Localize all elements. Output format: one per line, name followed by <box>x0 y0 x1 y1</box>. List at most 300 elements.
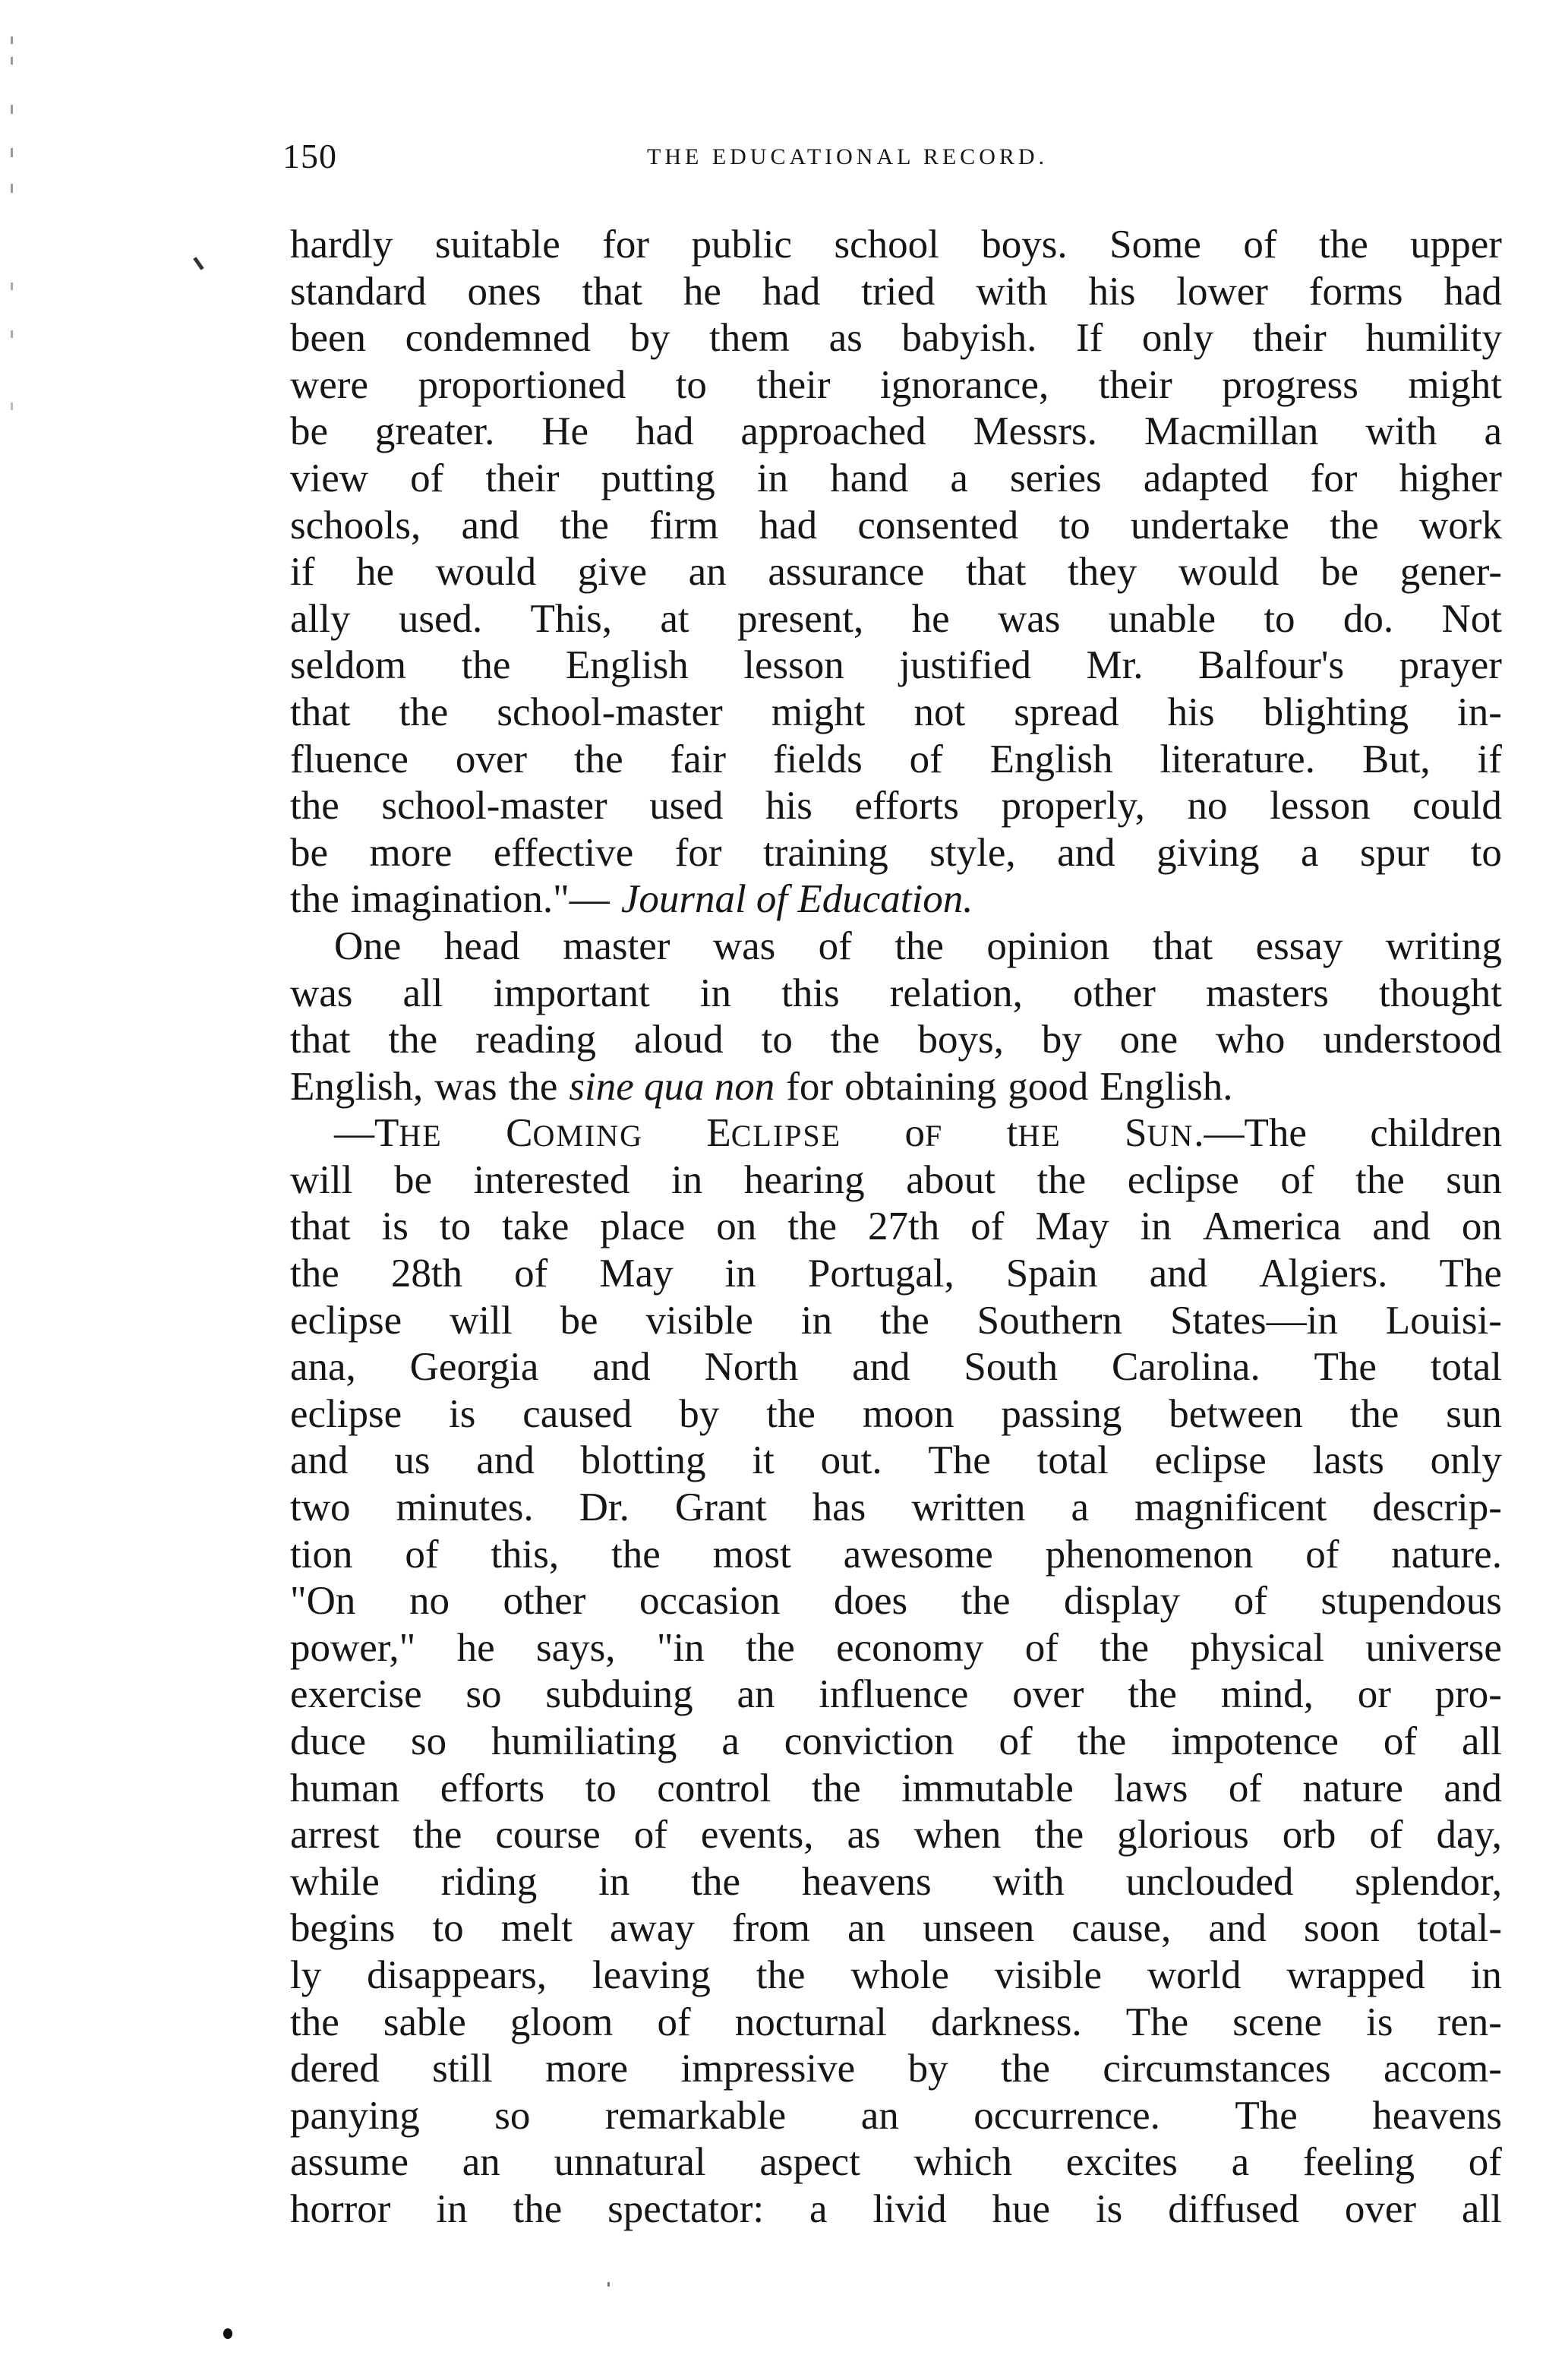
word: the <box>691 1859 741 1904</box>
text-line <box>290 503 1502 550</box>
margin-speck <box>11 105 13 114</box>
word: Macmillan <box>1144 409 1319 454</box>
word: States—in <box>1170 1298 1338 1343</box>
word: of <box>405 1532 439 1577</box>
word: on <box>1461 1204 1502 1249</box>
word: present, <box>737 596 864 641</box>
word: the <box>756 1952 806 1997</box>
word: so <box>410 1719 447 1763</box>
word: while <box>290 1859 380 1904</box>
word: South <box>964 1345 1059 1390</box>
word: English <box>565 643 689 688</box>
word: Louisi- <box>1385 1298 1502 1343</box>
word: ally <box>290 596 351 641</box>
word: his <box>765 784 812 829</box>
word: human <box>290 1766 400 1810</box>
word: the <box>508 1064 558 1109</box>
word: the <box>290 784 339 829</box>
word: May <box>1035 1204 1109 1249</box>
word: and <box>1372 1204 1431 1249</box>
word: lower <box>1176 269 1268 314</box>
word: But, <box>1361 737 1431 781</box>
word: stupendous <box>1320 1579 1502 1624</box>
text-line <box>290 1298 1502 1345</box>
word: unseen <box>923 1906 1035 1951</box>
word: children <box>1370 1111 1502 1156</box>
word: of <box>1243 223 1277 267</box>
word: 27th <box>868 1204 940 1249</box>
word: by <box>1041 1018 1082 1062</box>
word: seldom <box>290 643 407 688</box>
word: an <box>462 2140 500 2185</box>
word: exercise <box>290 1672 422 1717</box>
text-line <box>290 1812 1502 1859</box>
word: The <box>1125 2000 1189 2044</box>
word: this <box>781 971 840 1015</box>
word: undertake <box>1130 503 1289 548</box>
word: humility <box>1365 316 1502 361</box>
word: The <box>1314 1345 1377 1390</box>
word: descrip- <box>1372 1485 1502 1530</box>
word: school-master <box>497 690 723 734</box>
text-line <box>290 737 1502 784</box>
word: effective <box>493 830 634 875</box>
journal-title: THE EDUCATIONAL RECORD. <box>647 144 1049 169</box>
word: adapted <box>1143 456 1269 500</box>
word: tried <box>861 269 936 314</box>
word: masters <box>1206 971 1329 1015</box>
text-line <box>290 1344 1502 1391</box>
word: darkness. <box>930 2000 1082 2044</box>
margin-speck <box>11 283 13 290</box>
word: of <box>999 1719 1033 1763</box>
word: important <box>493 971 650 1015</box>
word: in <box>1140 1204 1172 1249</box>
word: lasts <box>1312 1438 1384 1483</box>
word: tion <box>290 1532 353 1577</box>
word: standard <box>290 269 427 314</box>
word: his <box>1088 269 1136 314</box>
word: the <box>1355 1157 1405 1202</box>
word: a <box>809 2186 828 2231</box>
text-line <box>290 269 1502 316</box>
word: he <box>356 550 395 595</box>
text-line <box>290 1719 1502 1766</box>
word: the <box>573 737 623 781</box>
word: does <box>834 1579 908 1624</box>
word: babyish. <box>901 316 1037 361</box>
text-line <box>290 362 1502 409</box>
word: ones <box>467 269 541 314</box>
text-line <box>290 549 1502 596</box>
word: place <box>600 1204 686 1249</box>
word: to <box>761 1018 793 1062</box>
word: livid <box>872 2186 947 2231</box>
word: us <box>394 1438 431 1483</box>
word: leaving <box>592 1952 711 1997</box>
word: immutable <box>901 1766 1074 1810</box>
text-line <box>290 923 1502 971</box>
word: progress <box>1222 362 1358 407</box>
word: —THE <box>334 1111 443 1156</box>
word: of <box>1280 1157 1314 1202</box>
word: imagination."— <box>350 877 610 922</box>
word: and <box>290 1438 349 1483</box>
word: diffused <box>1168 2186 1299 2231</box>
word: no <box>1187 784 1228 829</box>
word: be <box>393 1157 432 1202</box>
word: visible <box>994 1952 1103 1997</box>
word: a <box>1071 1485 1090 1530</box>
word: over <box>455 737 528 781</box>
word: "in <box>656 1625 705 1670</box>
margin-speck <box>11 148 13 157</box>
word: them <box>709 316 790 361</box>
word: if <box>290 550 315 595</box>
word: not <box>913 690 966 734</box>
word: of <box>1305 1532 1339 1577</box>
word: aspect <box>759 2140 860 2185</box>
word: magnificent <box>1134 1485 1327 1530</box>
word: understood <box>1323 1018 1502 1062</box>
word: their <box>756 362 831 407</box>
text-line <box>290 596 1502 643</box>
word: will <box>450 1298 513 1343</box>
word: SUN.—The <box>1125 1111 1307 1156</box>
text-line <box>290 2093 1502 2140</box>
word: used <box>649 784 724 829</box>
word: condemned <box>405 316 591 361</box>
text-line <box>290 830 1502 877</box>
word: in <box>671 1157 703 1202</box>
word: suitable <box>434 223 560 267</box>
word: "On <box>290 1579 356 1624</box>
text-line <box>290 1859 1502 1906</box>
word: economy <box>836 1625 984 1670</box>
word: their <box>1098 362 1172 407</box>
word: aloud <box>633 1018 724 1062</box>
word: remarkable <box>604 2093 787 2138</box>
word: more <box>369 830 453 875</box>
word: good <box>1008 1064 1089 1109</box>
word: be <box>290 409 329 454</box>
word: begins <box>290 1906 396 1951</box>
word: a <box>950 456 968 500</box>
word: and <box>592 1345 651 1390</box>
word: This, <box>530 596 613 641</box>
word: the <box>879 1298 929 1343</box>
word: no <box>409 1579 450 1624</box>
word: in <box>598 1859 630 1904</box>
word: the <box>961 1579 1011 1624</box>
word: splendor, <box>1355 1859 1502 1904</box>
word: arrest <box>290 1813 380 1858</box>
text-line <box>290 1391 1502 1438</box>
word: had <box>759 503 818 548</box>
word: when <box>913 1813 1002 1858</box>
word: this, <box>491 1532 560 1577</box>
word: tHE <box>1006 1111 1062 1156</box>
word: that <box>582 269 643 314</box>
word: subduing <box>545 1672 693 1717</box>
word: Not <box>1441 596 1502 641</box>
text-line <box>290 1064 1502 1111</box>
word: to <box>1059 503 1090 548</box>
word: higher <box>1399 456 1502 500</box>
word: in <box>699 971 732 1015</box>
word: influence <box>819 1672 969 1717</box>
word: one <box>1119 1018 1178 1062</box>
word: view <box>290 456 369 500</box>
word: is <box>1366 2000 1393 2044</box>
word: their <box>1252 316 1327 361</box>
word: was <box>434 1064 497 1109</box>
word: that <box>290 1204 351 1249</box>
word: caused <box>522 1391 633 1436</box>
word: other <box>503 1579 586 1624</box>
word: awesome <box>843 1532 993 1577</box>
word: the <box>461 643 511 688</box>
margin-mark <box>193 257 204 270</box>
word: used. <box>398 596 483 641</box>
word: Algiers. <box>1259 1252 1388 1296</box>
word: of <box>514 1252 548 1296</box>
word: would <box>1178 550 1279 595</box>
word: conviction <box>784 1719 954 1763</box>
word: the <box>513 2186 563 2231</box>
word: glorious <box>1117 1813 1249 1858</box>
word: their <box>485 456 560 500</box>
word: efforts <box>440 1766 545 1810</box>
word: in <box>724 1252 756 1296</box>
word: whole <box>850 1952 949 1997</box>
word: upper <box>1410 223 1502 267</box>
text-line <box>290 2046 1502 2093</box>
word: laws <box>1114 1766 1188 1810</box>
word: and <box>476 1438 535 1483</box>
word: says, <box>535 1625 616 1670</box>
word: accom- <box>1384 2047 1502 2091</box>
word: interested <box>473 1157 630 1202</box>
word: lesson <box>743 643 844 688</box>
word: English <box>989 737 1113 781</box>
word: for <box>602 223 650 267</box>
word: and <box>1149 1252 1208 1296</box>
word: in <box>436 2186 468 2231</box>
word: heavens <box>1372 2093 1502 2138</box>
word: most <box>712 1532 791 1577</box>
word: his <box>1167 690 1215 734</box>
word: had <box>1444 269 1502 314</box>
text-line <box>290 1625 1502 1672</box>
word: the <box>830 1018 880 1062</box>
word: school-master <box>381 784 607 829</box>
word: a <box>1484 409 1502 454</box>
word: course <box>495 1813 601 1858</box>
text-line <box>290 1251 1502 1298</box>
word: Dr. <box>579 1485 629 1530</box>
word: be <box>290 830 329 875</box>
text-line <box>290 2139 1502 2186</box>
word: He <box>541 409 589 454</box>
word: the <box>1349 1391 1399 1436</box>
text-line <box>290 1532 1502 1579</box>
word: the <box>412 1813 462 1858</box>
word: control <box>657 1766 771 1810</box>
word: fluence <box>290 737 409 781</box>
word: sine qua non <box>569 1064 775 1109</box>
word: other <box>1073 971 1156 1015</box>
word: as <box>847 1813 881 1858</box>
word: efforts <box>854 784 959 829</box>
word: humiliating <box>491 1719 677 1763</box>
word: visible <box>645 1298 753 1343</box>
word: it <box>752 1438 775 1483</box>
word: and <box>1057 830 1115 875</box>
word: excites <box>1065 2140 1178 2185</box>
word: the <box>811 1766 861 1810</box>
word: greater. <box>374 409 495 454</box>
word: away <box>610 1906 695 1951</box>
word: to <box>439 1204 472 1249</box>
word: oF <box>904 1111 944 1156</box>
word: had <box>762 269 821 314</box>
word: total <box>1430 1345 1502 1390</box>
word: the <box>1001 2047 1050 2091</box>
word: the <box>766 1391 816 1436</box>
word: in- <box>1457 690 1502 734</box>
word: The <box>1235 2093 1298 2138</box>
word: the <box>290 877 339 922</box>
margin-dot <box>223 2328 232 2339</box>
text-line <box>290 876 1502 923</box>
word: world <box>1147 1952 1242 1997</box>
word: unable <box>1108 596 1216 641</box>
word: two <box>290 1485 351 1530</box>
word: hand <box>830 456 909 500</box>
word: passing <box>1001 1391 1122 1436</box>
word: fields <box>772 737 863 781</box>
word: had <box>635 409 694 454</box>
word: spur <box>1359 830 1430 875</box>
running-head <box>282 134 1497 179</box>
word: 28th <box>390 1252 463 1296</box>
word: putting <box>601 456 715 500</box>
word: only <box>1141 316 1214 361</box>
word: they <box>1068 550 1137 595</box>
word: Balfour's <box>1198 643 1345 688</box>
text-line <box>290 1578 1502 1625</box>
margin-speck <box>11 184 13 193</box>
word: total- <box>1417 1906 1502 1951</box>
word: obtaining <box>844 1064 997 1109</box>
word: is <box>1095 2186 1123 2231</box>
word: to <box>432 1906 464 1951</box>
text-line <box>290 222 1502 269</box>
word: all <box>1461 1719 1502 1763</box>
word: series <box>1009 456 1102 500</box>
word: Carolina. <box>1111 1345 1261 1390</box>
word: ECLIPSE <box>706 1111 842 1156</box>
word: an <box>737 1672 775 1717</box>
word: or <box>1357 1672 1391 1717</box>
word: riding <box>440 1859 538 1904</box>
word: the <box>1034 1813 1084 1858</box>
word: sun <box>1446 1157 1502 1202</box>
word: occurrence. <box>973 2093 1160 2138</box>
word: more <box>545 2047 629 2091</box>
word: be <box>1320 550 1359 595</box>
word: in <box>800 1298 833 1343</box>
word: melt <box>500 1906 573 1951</box>
word: ana, <box>290 1345 356 1390</box>
body-text <box>290 222 1502 2233</box>
word: the <box>611 1532 661 1577</box>
word: eclipse <box>1154 1438 1267 1483</box>
word: approached <box>740 409 926 454</box>
word: total <box>1036 1438 1109 1483</box>
word: moon <box>862 1391 954 1436</box>
word: of <box>633 1813 667 1858</box>
word: training <box>762 830 888 875</box>
word: lesson <box>1270 784 1371 829</box>
text-line <box>290 2186 1502 2233</box>
word: to <box>1470 830 1502 875</box>
text-line <box>290 1017 1502 1064</box>
word: of <box>818 923 852 968</box>
word: power," <box>290 1625 416 1670</box>
word: will <box>290 1157 353 1202</box>
word: that <box>290 690 351 734</box>
word: been <box>290 316 367 361</box>
word: gloom <box>510 2000 614 2044</box>
word: between <box>1169 1391 1303 1436</box>
word: The <box>1439 1252 1502 1296</box>
word: One <box>334 923 402 968</box>
word: writing <box>1385 923 1502 968</box>
word: boys, <box>917 1018 1004 1062</box>
word: that <box>290 1018 351 1062</box>
page-number: 150 <box>282 137 337 175</box>
word: was <box>712 923 776 968</box>
margin-speck <box>11 330 13 338</box>
word: Portugal, <box>807 1252 954 1296</box>
word: over <box>1344 2186 1416 2231</box>
word: the <box>1036 1157 1087 1202</box>
text-line <box>290 642 1502 690</box>
word: the <box>290 2000 339 2044</box>
word: of <box>1024 1625 1059 1670</box>
word: panying <box>290 2093 420 2138</box>
text-line <box>290 315 1502 362</box>
word: display <box>1064 1579 1181 1624</box>
word: if <box>1477 737 1502 781</box>
word: duce <box>290 1719 367 1763</box>
word: be <box>560 1298 598 1343</box>
word: an <box>847 1906 886 1951</box>
text-line <box>290 1110 1502 1157</box>
word: the <box>746 1625 795 1670</box>
word: proportioned <box>418 362 626 407</box>
word: spread <box>1014 690 1119 734</box>
word: is <box>449 1391 476 1436</box>
margin-speck <box>607 2282 610 2287</box>
word: hardly <box>290 223 393 267</box>
word: the <box>1128 1672 1177 1717</box>
word: relation, <box>889 971 1023 1015</box>
word: a <box>721 1719 740 1763</box>
word: phenomenon <box>1045 1532 1254 1577</box>
